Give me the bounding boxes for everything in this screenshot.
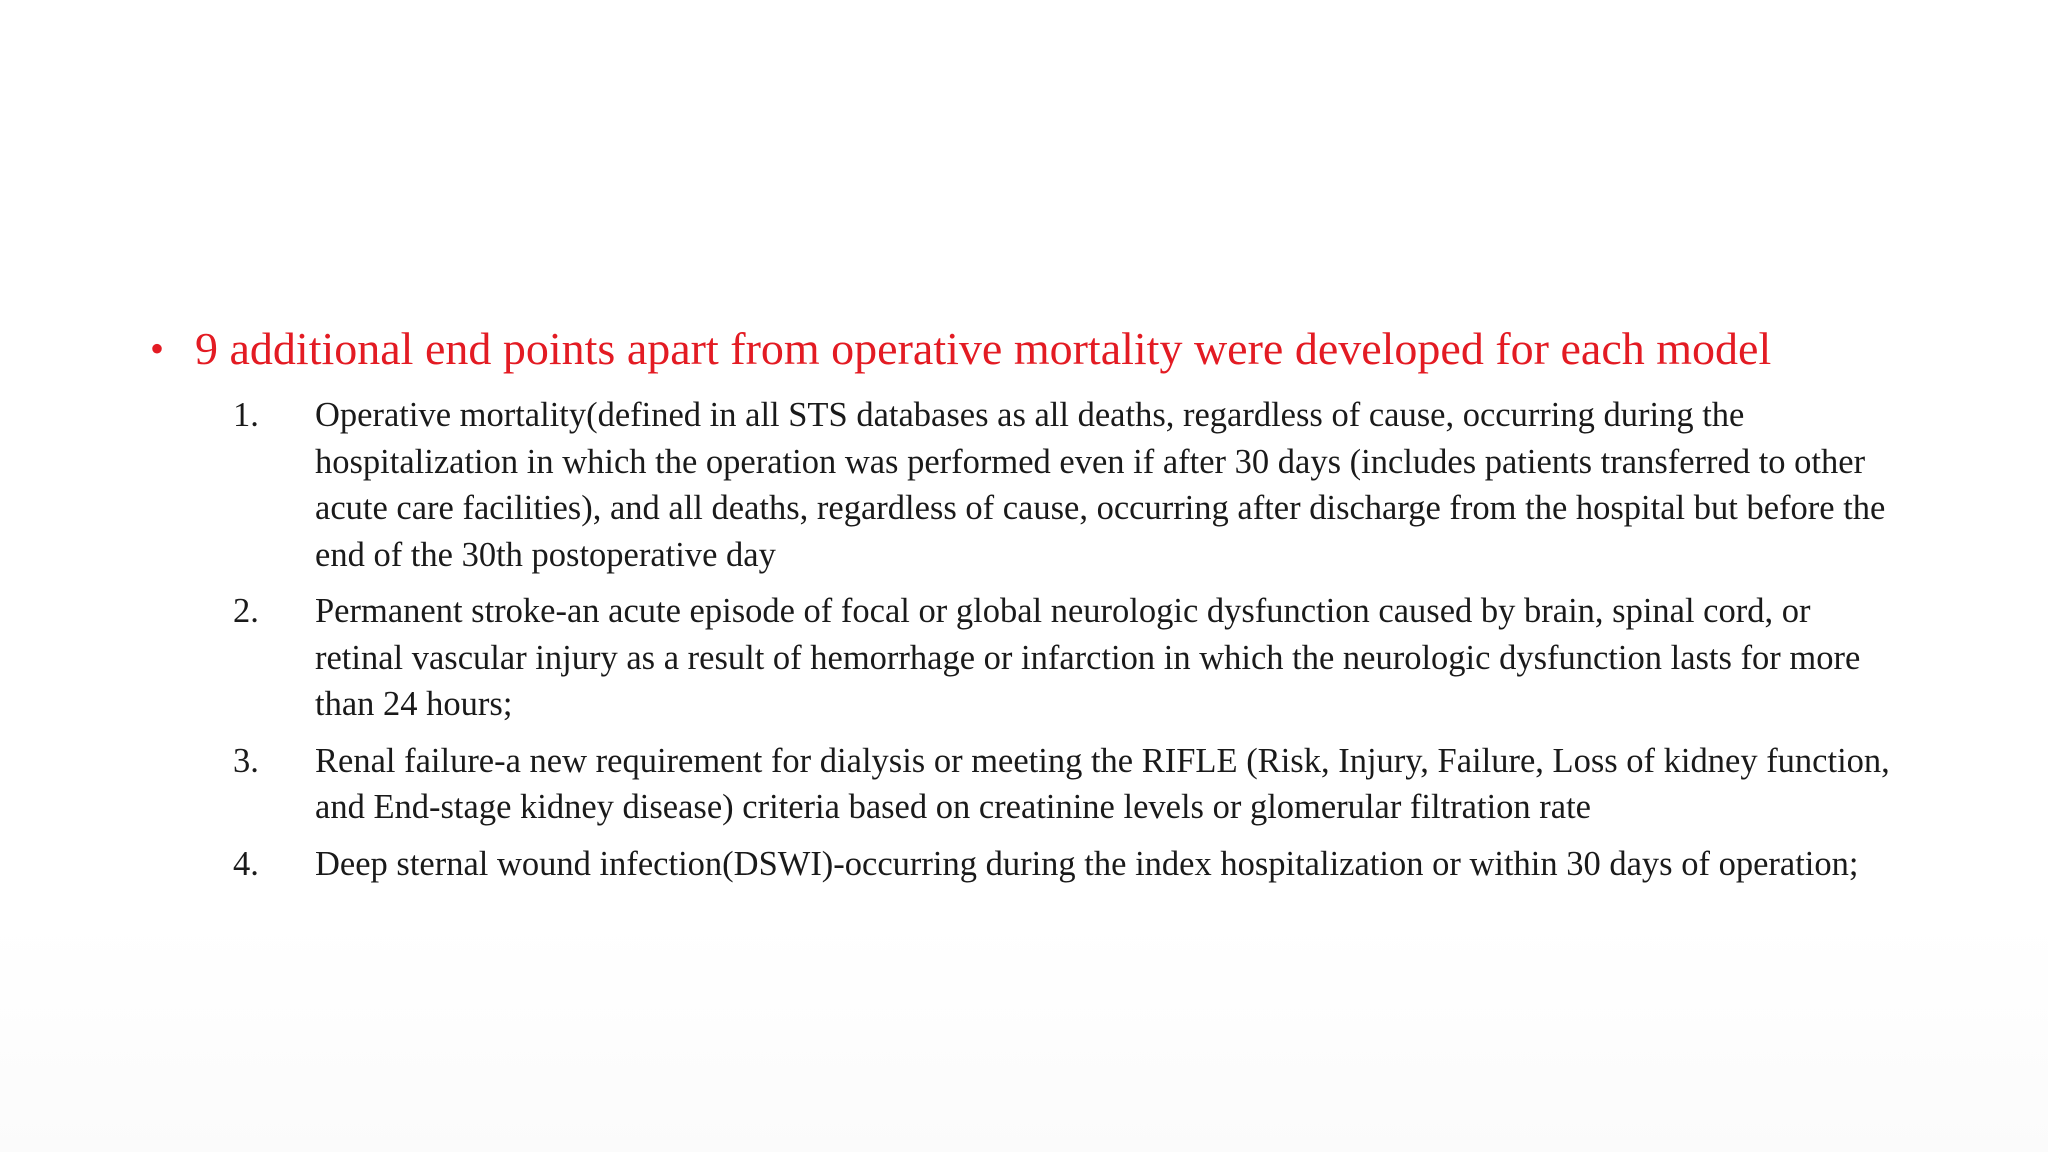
list-item-number: 2. bbox=[233, 592, 259, 630]
endpoint-list bbox=[150, 392, 1930, 887]
list-item-text: Operative mortality(defined in all STS databases as all deaths, regardless of cause, occurring during the hospitalization in which the operation was performed even if after 30 days (includes patients transferred to other acute care facilities), and all deaths, regardless of cause, occurring after discharge from the hospital but before the end of the 30th postoperative day bbox=[315, 396, 1886, 574]
list-item-number: 1. bbox=[233, 396, 259, 434]
list-item bbox=[150, 588, 1930, 728]
list-item bbox=[150, 392, 1930, 578]
list-item-number: 4. bbox=[233, 844, 259, 883]
slide-content bbox=[150, 318, 1930, 897]
list-item-number: 3. bbox=[233, 741, 259, 780]
main-bullet bbox=[150, 318, 1930, 379]
list-item-text: Renal failure-a new requirement for dialysis or meeting the RIFLE (Risk, Injury, Failure, Loss of kidney function, and End-stage kidney disease) criteria based on creatinine levels or glomerular filtration rate bbox=[315, 741, 1890, 826]
list-item bbox=[150, 738, 1930, 831]
list-item bbox=[150, 841, 1930, 888]
list-item-text: Permanent stroke-an acute episode of focal or global neurologic dysfunction caused by brain, spinal cord, or retinal vascular injury as a result of hemorrhage or infarction in which the neurologic dysfunction lasts for more than 24 hours; bbox=[315, 592, 1861, 723]
main-bullet-text: 9 additional end points apart from operative mortality were developed for each model bbox=[195, 323, 1772, 374]
bullet-dot-icon: • bbox=[150, 326, 165, 371]
list-item-text: Deep sternal wound infection(DSWI)-occurring during the index hospitalization or within 30 days of operation; bbox=[315, 844, 1859, 883]
